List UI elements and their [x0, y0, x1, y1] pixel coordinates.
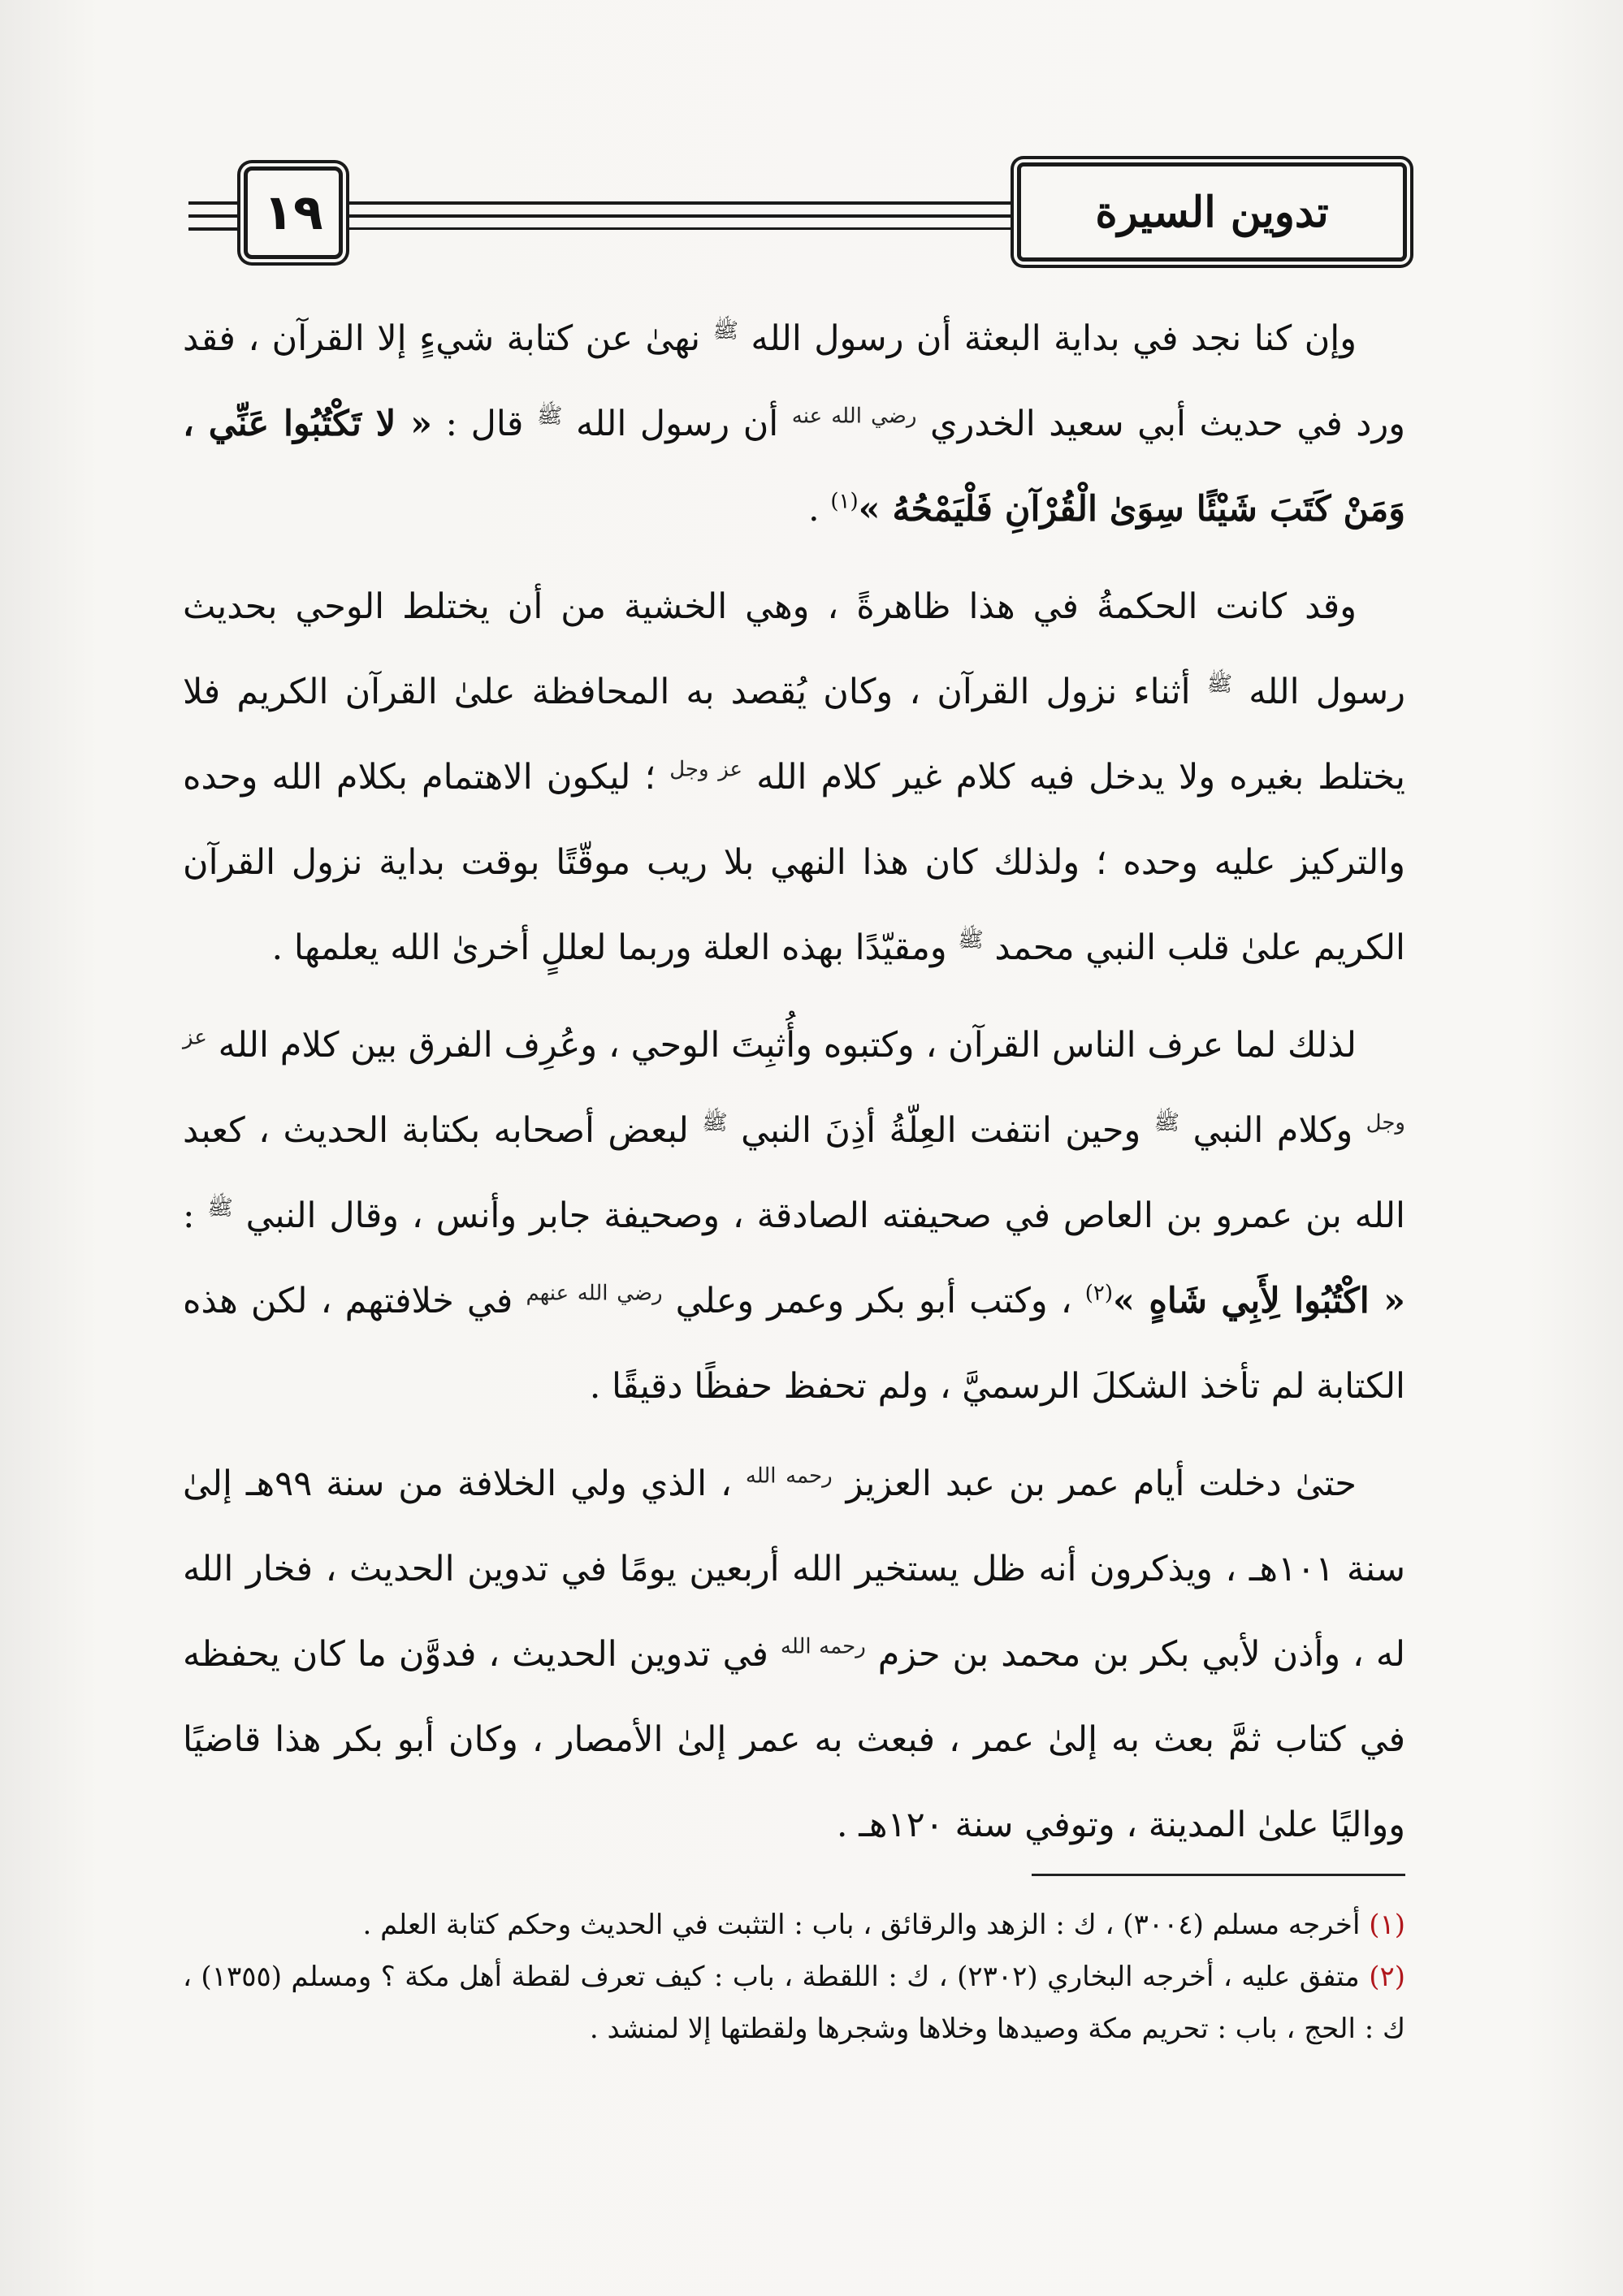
- footnote-ref: (١): [830, 489, 859, 514]
- honorific-glyph: عز وجل: [669, 757, 743, 782]
- text-run: لذلك لما عرف الناس القرآن ، وكتبوه وأُثبِتَ الوحي ، وعُرِف الفرق بين كلام الله: [206, 1025, 1357, 1066]
- honorific-glyph: رحمه الله: [780, 1634, 866, 1659]
- honorific-glyph: رضي الله عنهم: [526, 1281, 663, 1306]
- text-run: .: [808, 489, 831, 530]
- honorific-glyph: ﷺ: [1153, 1110, 1180, 1135]
- header-rule: [188, 214, 239, 218]
- honorific-glyph: ﷺ: [712, 318, 738, 344]
- text-run: أثناء نزول القرآن ، وكان يُقصد به المحافظة علىٰ القرآن الكريم فلا يختلط بغيره ولا يدخل فيه كلام غير كلام الله: [183, 672, 1406, 798]
- text-run: ، وكتب أبو بكر وعمر وعلي: [662, 1281, 1085, 1321]
- footnote-number: (١): [1369, 1909, 1405, 1941]
- header-rule: [188, 227, 239, 231]
- running-title-frame: [1017, 162, 1407, 262]
- honorific-glyph: ﷺ: [958, 927, 984, 953]
- text-run: وقد كانت الحكمةُ في هذا ظاهرةً ، وهي الخشية من أن يختلط الوحي بحديث رسول الله: [183, 586, 1405, 712]
- footnote-text: متفق عليه ، أخرجه البخاري (٢٣٠٢) ، ك : اللقطة ، باب : كيف تعرف لقطة أهل مكة ؟ ومسلم (١٣٥٥) ، ك : الحج ، باب : تحريم مكة وصيدها وخلاها وشجرها ولقطتها إلا لمنشد .: [183, 1961, 1405, 2045]
- footnote-separator: [1032, 1874, 1405, 1876]
- text-run: ، الذي ولي الخلافة من سنة ٩٩هـ إلىٰ سنة ١٠١هـ ، ويذكرون أنه ظل يستخير الله أربعين يومًا في تدوين الحديث ، فخار الله له ، وأذن لأبي بكر بن محمد بن حزم: [183, 1464, 1405, 1675]
- footnotes: [183, 1899, 1405, 2055]
- footnote: [183, 1951, 1405, 2055]
- text-run: قال :: [432, 404, 538, 444]
- hadith-quote: « اكْتُبُوا لِأَبِي شَاهٍ »: [1113, 1281, 1405, 1321]
- text-run: ومقيّدًا بهذه العلة وربما لعللٍ أخرىٰ الله يعلمها .: [271, 927, 959, 968]
- text-run: نهىٰ عن كتابة شيءٍ إلا القرآن ، فقد ورد في حديث أبي سعيد الخدري: [183, 318, 1405, 444]
- text-run: وكلام النبي: [1179, 1110, 1366, 1151]
- honorific-glyph: ﷺ: [1206, 672, 1233, 697]
- honorific-glyph: ﷺ: [702, 1110, 728, 1135]
- honorific-glyph: رضي الله عنه: [791, 404, 917, 429]
- paragraph: [183, 564, 1405, 991]
- honorific-glyph: ﷺ: [207, 1196, 233, 1221]
- text-run: وحين انتفت العِلّةُ أذِنَ النبي: [727, 1110, 1154, 1151]
- text-run: :: [183, 1196, 208, 1236]
- paragraph: [183, 1003, 1405, 1429]
- footnote: [183, 1899, 1405, 1951]
- honorific-glyph: رحمه الله: [745, 1464, 833, 1489]
- text-run: في تدوين الحديث ، فدوَّن ما كان يحفظه في كتاب ثمَّ بعث به إلىٰ عمر ، فبعث به عمر إلىٰ الأمصار ، وكان أبو بكر هذا قاضيًا وواليًا علىٰ المدينة ، وتوفي سنة ١٢٠هـ .: [183, 1634, 1405, 1845]
- text-run: لبعض أصحابه بكتابة الحديث ، كعبد الله بن عمرو بن العاص في صحيفته الصادقة ، وصحيفة جابر وأنس ، وقال النبي: [183, 1110, 1405, 1236]
- text-run: حتىٰ دخلت أيام عمر بن عبد العزيز: [832, 1464, 1357, 1504]
- text-run: في خلافتهم ، لكن هذه الكتابة لم تأخذ الشكلَ الرسميَّ ، ولم تحفظ حفظًا دقيقًا .: [183, 1281, 1405, 1407]
- honorific-glyph: عز وجل: [183, 1025, 1405, 1135]
- page-number: ١٩: [263, 184, 323, 241]
- footnote-number: (٢): [1369, 1961, 1406, 1993]
- paragraph: [183, 296, 1405, 552]
- text-run: أن رسول الله: [562, 404, 792, 444]
- running-title: تدوين السيرة: [1095, 187, 1329, 237]
- hadith-quote: « لا تَكْتُبُوا عَنِّي ، وَمَنْ كَتَبَ شَيْئًا سِوَىٰ الْقُرْآنِ فَلْيَمْحُهُ »: [183, 404, 1405, 530]
- text-run: ؛ ليكون الاهتمام بكلام الله وحده والتركيز عليه وحده ؛ ولذلك كان هذا النهي بلا ريب موقّتًا بوقت بداية نزول القرآن الكريم علىٰ قلب النبي محمد: [183, 757, 1405, 968]
- main-text: [183, 296, 1405, 1880]
- header-rule: [188, 201, 239, 205]
- page-number-frame: [244, 166, 343, 259]
- honorific-glyph: ﷺ: [537, 404, 563, 429]
- footnote-ref: (٢): [1084, 1281, 1114, 1306]
- footnote-text: أخرجه مسلم (٣٠٠٤) ، ك : الزهد والرقائق ، باب : التثبت في الحديث وحكم كتابة العلم .: [362, 1909, 1370, 1941]
- text-run: وإن كنا نجد في بداية البعثة أن رسول الله: [738, 318, 1357, 359]
- paragraph: [183, 1442, 1405, 1868]
